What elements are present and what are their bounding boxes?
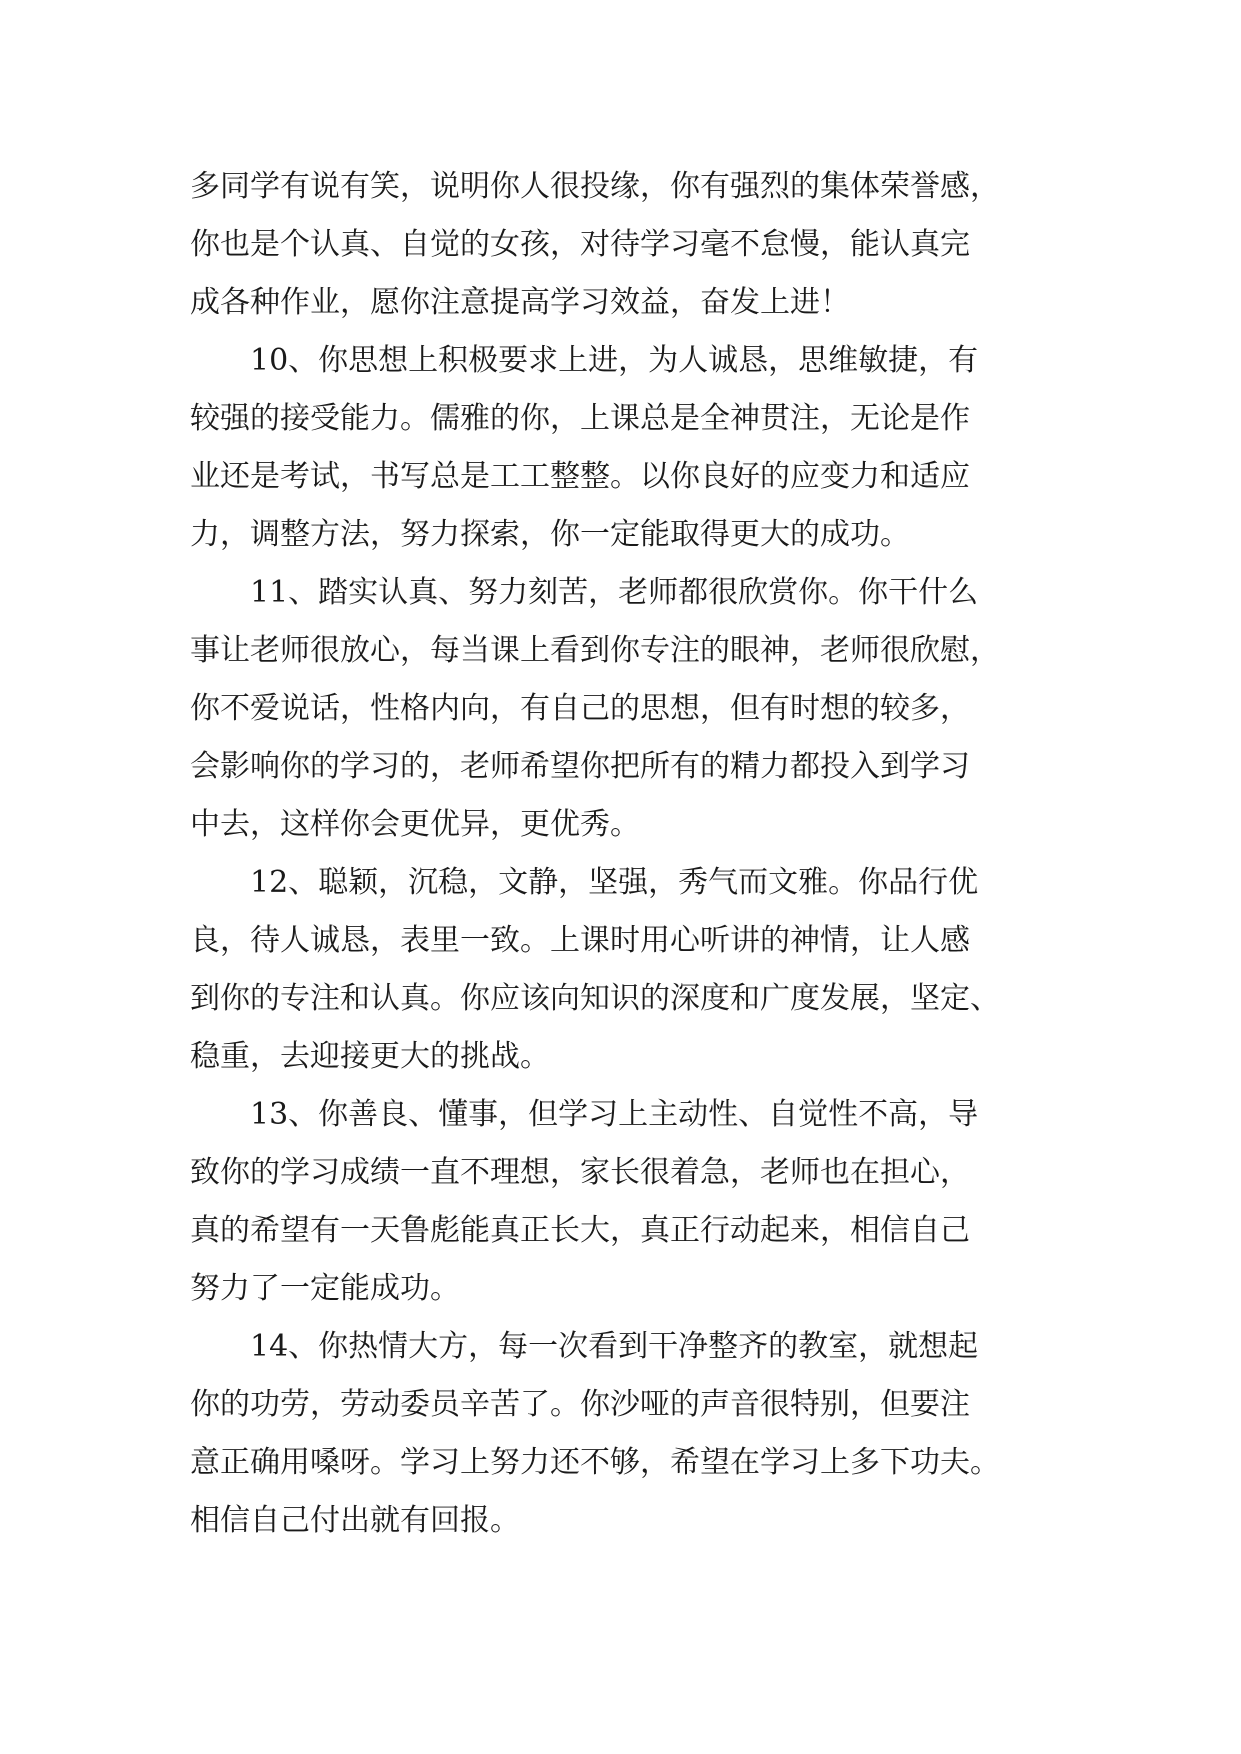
text-line: 意正确用嗓呀。学习上努力还不够，希望在学习上多下功夫。 [190,1445,1000,1480]
text-line: 14、你热情大方，每一次看到干净整齐的教室，就想起 [190,1329,979,1364]
text-line: 努力了一定能成功。 [190,1271,460,1306]
text-line: 力，调整方法，努力探索，你一定能取得更大的成功。 [190,517,910,552]
text-line: 成各种作业，愿你注意提高学习效益，奋发上进！ [190,285,850,320]
text-line: 事让老师很放心，每当课上看到你专注的眼神，老师很欣慰， [190,633,1000,668]
text-line: 12、聪颖，沉稳，文静，坚强，秀气而文雅。你品行优 [190,865,979,900]
text-line: 中去，这样你会更优异，更优秀。 [190,807,640,842]
text-line: 业还是考试，书写总是工工整整。以你良好的应变力和适应 [190,459,970,494]
text-line: 相信自己付出就有回报。 [190,1503,520,1538]
text-line: 你也是个认真、自觉的女孩，对待学习毫不怠慢，能认真完 [190,227,970,262]
text-line: 会影响你的学习的，老师希望你把所有的精力都投入到学习 [190,749,970,784]
text-line: 多同学有说有笑，说明你人很投缘，你有强烈的集体荣誉感， [190,169,1000,204]
text-line: 真的希望有一天鲁彪能真正长大，真正行动起来，相信自己 [190,1213,970,1248]
text-line: 较强的接受能力。儒雅的你，上课总是全神贯注，无论是作 [190,401,970,436]
body-text [190,158,1060,1550]
text-line: 你不爱说话，性格内向，有自己的思想，但有时想的较多， [190,691,970,726]
text-line: 10、你思想上积极要求上进，为人诚恳，思维敏捷，有 [190,343,979,378]
text-line: 稳重，去迎接更大的挑战。 [190,1039,550,1074]
text-line: 致你的学习成绩一直不理想，家长很着急，老师也在担心， [190,1155,970,1190]
text-line: 13、你善良、懂事，但学习上主动性、自觉性不高，导 [190,1097,979,1132]
text-line: 到你的专注和认真。你应该向知识的深度和广度发展，坚定、 [190,981,1000,1016]
text-line: 你的功劳，劳动委员辛苦了。你沙哑的声音很特别，但要注 [190,1387,970,1422]
text-line: 11、踏实认真、努力刻苦，老师都很欣赏你。你干什么 [190,575,979,610]
text-line: 良，待人诚恳，表里一致。上课时用心听讲的神情，让人感 [190,923,970,958]
